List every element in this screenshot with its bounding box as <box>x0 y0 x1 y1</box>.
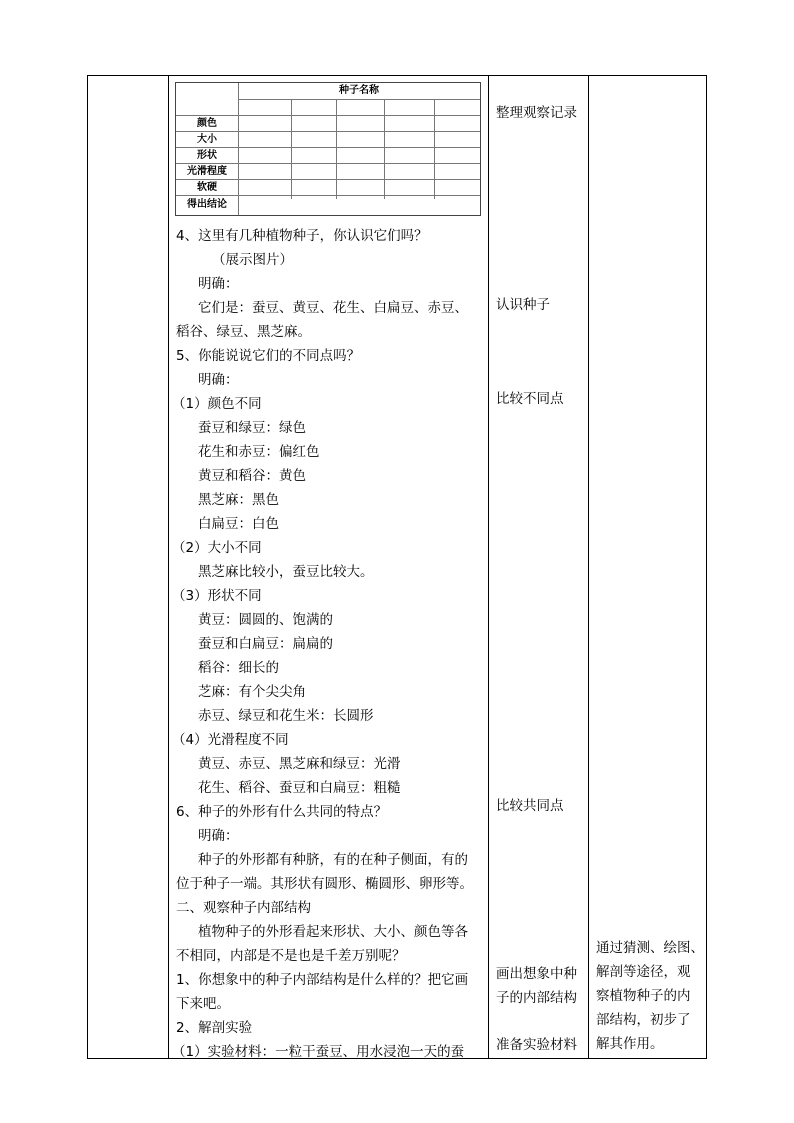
content-line: （展示图片） <box>212 252 293 268</box>
activity-draw-structure-2: 子的内部结构 <box>496 990 577 1006</box>
content-line: 明确： <box>198 372 239 388</box>
content-line: 种子的外形都有种脐，有的在种子侧面，有的 <box>198 852 468 868</box>
row-label-conclusion: 得出结论 <box>187 199 227 210</box>
activity-recognize-seeds: 认识种子 <box>496 297 550 313</box>
content-line: 黄豆、赤豆、黑芝麻和绿豆：光滑 <box>198 756 401 772</box>
content-line: 5、你能说说它们的不同点吗？ <box>176 348 361 364</box>
content-line: 芝麻：有个尖尖角 <box>198 684 306 700</box>
content-line: 位于种子一端。其形状有圆形、椭圆形、卵形等。 <box>176 876 473 892</box>
goal-line: 解其作用。 <box>596 1036 664 1052</box>
row-label-color: 颜色 <box>197 118 217 129</box>
row-label-hardness: 软硬 <box>197 182 217 193</box>
content-line: 稻谷、绿豆、黑芝麻。 <box>176 324 311 340</box>
activity-compare-differences: 比较不同点 <box>496 391 564 407</box>
content-line: 明确： <box>198 276 239 292</box>
content-line: （1）实验材料：一粒干蚕豆、用水浸泡一天的蚕 <box>172 1044 465 1060</box>
content-line: 二、观察种子内部结构 <box>176 900 311 916</box>
teaching-content-column <box>168 76 488 1058</box>
activity-draw-structure-1: 画出想象中种 <box>496 966 577 982</box>
content-line: （4）光滑程度不同 <box>172 732 289 748</box>
table-rule <box>434 99 435 199</box>
observation-table-header: 种子名称 <box>339 85 379 96</box>
table-rule <box>238 99 480 100</box>
content-line: 2、解剖实验 <box>176 1020 253 1036</box>
content-line: 黑芝麻：黑色 <box>198 492 279 508</box>
content-line: 黄豆和稻谷：黄色 <box>198 468 306 484</box>
activity-compare-common: 比较共同点 <box>496 798 564 814</box>
goal-line: 通过猜测、绘图、 <box>596 940 704 956</box>
content-line: 明确： <box>198 828 239 844</box>
column-divider <box>588 76 589 1058</box>
content-line: 4、这里有几种植物种子，你认识它们吗？ <box>176 228 428 244</box>
content-line: 稻谷：细长的 <box>198 660 279 676</box>
content-line: 下来吧。 <box>176 996 230 1012</box>
activity-organize-record: 整理观察记录 <box>496 105 577 121</box>
content-line: 蚕豆和绿豆：绿色 <box>198 420 306 436</box>
content-line: 1、你想象中的种子内部结构是什么样的？把它画 <box>176 972 469 988</box>
content-line: 它们是：蚕豆、黄豆、花生、白扁豆、赤豆、 <box>198 300 468 316</box>
table-rule <box>336 99 337 199</box>
content-line: （1）颜色不同 <box>172 396 262 412</box>
content-line: （2）大小不同 <box>172 540 262 556</box>
content-line: 白扁豆：白色 <box>198 516 279 532</box>
content-line: 花生、稻谷、蚕豆和白扁豆：粗糙 <box>198 780 401 796</box>
content-line: 植物种子的外形看起来形状、大小、颜色等各 <box>198 924 468 940</box>
row-label-shape: 形状 <box>197 150 217 161</box>
content-line: 赤豆、绿豆和花生米：长圆形 <box>198 708 374 724</box>
content-line: 黑芝麻比较小，蚕豆比较大。 <box>198 564 374 580</box>
observation-record-table <box>175 82 481 216</box>
content-line: 黄豆：圆圆的、饱满的 <box>198 612 333 628</box>
table-rule <box>384 99 385 199</box>
row-label-size: 大小 <box>197 134 217 145</box>
row-label-smoothness: 光滑程度 <box>187 166 227 177</box>
activity-prepare-materials: 准备实验材料 <box>496 1037 577 1053</box>
content-line: （3）形状不同 <box>172 588 262 604</box>
goal-line: 解剖等途径，观 <box>596 964 691 980</box>
content-line: 花生和赤豆：偏红色 <box>198 444 320 460</box>
content-line: 蚕豆和白扁豆：扁扁的 <box>198 636 333 652</box>
content-line: 不相同，内部是不是也是千差万别呢？ <box>176 948 406 964</box>
content-line: 6、种子的外形有什么共同的特点？ <box>176 804 388 820</box>
table-rule <box>291 99 292 199</box>
table-rule <box>238 83 239 215</box>
goal-line: 察植物种子的内 <box>596 988 691 1004</box>
goal-line: 部结构，初步了 <box>596 1012 691 1028</box>
lesson-plan-table <box>87 75 707 1059</box>
